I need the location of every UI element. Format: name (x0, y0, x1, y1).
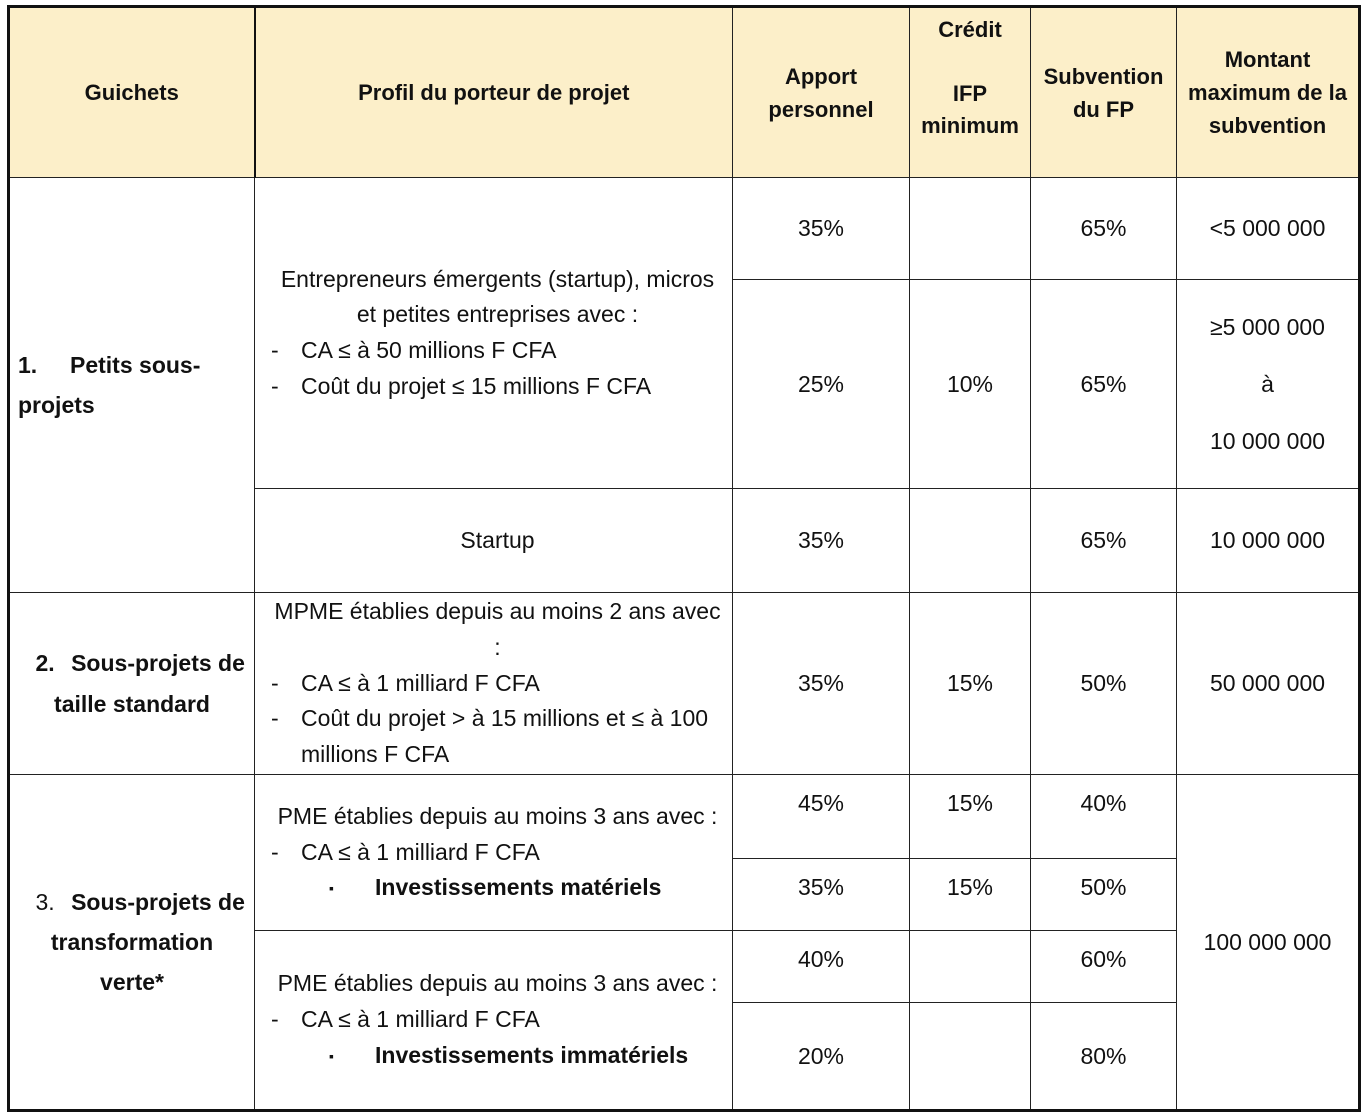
g1-r2-subvention: 65% (1031, 280, 1177, 489)
profil-g3b-b1: CA ≤ à 1 milliard F CFA (301, 1006, 540, 1032)
profil-g3a-intro: PME établies depuis au moins 3 ans avec : (277, 802, 718, 829)
profil-g3b-intro: PME établies depuis au moins 3 ans avec : (277, 970, 718, 997)
profil-g2-b2: Coût du projet > à 15 millions et ≤ à 100 millions F CFA (301, 705, 709, 767)
g1-r3-montant: 10 000 000 (1177, 489, 1360, 593)
g3b-r2-apport: 20% (733, 1003, 910, 1111)
g3a-r2-credit: 15% (910, 859, 1031, 931)
g3a-r1-subvention: 40% (1031, 775, 1177, 859)
g1-r2-montant-sep: à (1261, 370, 1274, 397)
g1-r1-subvention: 65% (1031, 178, 1177, 280)
g3a-r1-credit: 15% (910, 775, 1031, 859)
profil-g2-b1: CA ≤ à 1 milliard F CFA (301, 669, 540, 696)
g1-r2-montant (1177, 280, 1360, 489)
g1-r2-credit: 10% (910, 280, 1031, 489)
table-row (9, 775, 1360, 859)
profil-g3b-sq: Investissements immatériels (375, 1041, 689, 1068)
header-credit (910, 7, 1031, 178)
g1-r1-apport: 35% (733, 178, 910, 280)
table-row (9, 593, 1360, 775)
profil-g3b-square-item (271, 1038, 724, 1074)
g2-credit: 15% (910, 593, 1031, 775)
guichet-1-number: 1. (18, 351, 38, 378)
g1-r2-montant-max: 10 000 000 (1209, 427, 1326, 454)
header-apport: Apport personnel (733, 7, 910, 178)
profil-g3a-sq: Investissements matériels (375, 874, 662, 901)
g1-r2-apport: 25% (733, 280, 910, 489)
profil-g1-startup: Startup (255, 489, 733, 593)
guichet-2 (9, 593, 255, 775)
profil-g2 (255, 593, 733, 775)
guichet-2-number: 2. (35, 650, 55, 677)
header-row (9, 7, 1360, 178)
g1-r3-apport: 35% (733, 489, 910, 593)
g3b-r1-credit (910, 931, 1031, 1003)
profil-g3a-b1: CA ≤ à 1 milliard F CFA (301, 838, 540, 865)
dash: - (271, 1006, 279, 1032)
table-row (9, 178, 1360, 280)
dash: - (271, 669, 279, 696)
profil-g1-b1: CA ≤ à 50 millions F CFA (301, 337, 557, 363)
profil-g3b-bullet-1 (271, 1002, 724, 1038)
g3a-r1-apport: 45% (733, 775, 910, 859)
header-credit-line2: IFP (952, 80, 988, 106)
dash: - (271, 705, 279, 732)
g3-montant: 100 000 000 (1177, 775, 1360, 1111)
header-subvention: Subvention du FP (1031, 7, 1177, 178)
header-profil: Profil du porteur de projet (255, 7, 733, 178)
profil-g3a-square-item (271, 870, 724, 906)
profil-g1-bullet-1 (271, 333, 724, 369)
g1-r3-credit (910, 489, 1031, 593)
guichet-3-number: 3. (35, 888, 55, 915)
guichet-1-label: Petits sous-projets (18, 351, 201, 418)
g3a-r2-apport: 35% (733, 859, 910, 931)
guichet-2-label: Sous-projets de taille standard (54, 650, 245, 717)
profil-g2-intro: MPME établies depuis au moins 2 ans avec : (274, 598, 721, 661)
square-bullet-icon: ▪ (329, 880, 334, 897)
profil-g1-b2: Coût du projet ≤ 15 millions F CFA (301, 372, 652, 399)
g3b-r2-credit (910, 1003, 1031, 1111)
g2-montant: 50 000 000 (1177, 593, 1360, 775)
g3a-r2-subvention: 50% (1031, 859, 1177, 931)
profil-g2-bullet-1 (271, 666, 724, 702)
g1-r3-subvention: 65% (1031, 489, 1177, 593)
dash: - (271, 838, 279, 865)
profil-g2-bullet-2 (271, 701, 724, 772)
header-guichets: Guichets (9, 7, 255, 178)
g3b-r2-subvention: 80% (1031, 1003, 1177, 1111)
g1-r1-credit (910, 178, 1031, 280)
guichet-3 (9, 775, 255, 1111)
header-montant: Montant maximum de la subvention (1177, 7, 1360, 178)
dash: - (271, 337, 279, 363)
profil-g1-bullet-2 (271, 369, 724, 405)
g2-subvention: 50% (1031, 593, 1177, 775)
square-bullet-icon: ▪ (329, 1047, 334, 1064)
guichet-1 (9, 178, 255, 593)
profil-g1 (255, 178, 733, 489)
dash: - (271, 372, 279, 399)
header-credit-line3: minimum (921, 112, 1019, 138)
profil-g3a-bullet-1 (271, 835, 724, 871)
g1-r2-montant-min: ≥5 000 000 (1210, 313, 1325, 340)
guichet-3-label: Sous-projets de transformation verte* (50, 888, 245, 996)
profil-g1-intro: Entrepreneurs émergents (startup), micros et petites entreprises avec : (280, 265, 715, 328)
g3b-r1-subvention: 60% (1031, 931, 1177, 1003)
g2-apport: 35% (733, 593, 910, 775)
g3b-r1-apport: 40% (733, 931, 910, 1003)
header-credit-line1: Crédit (938, 17, 1002, 42)
profil-g3b (255, 931, 733, 1111)
subsidy-table (7, 5, 1361, 1112)
g1-r1-montant: <5 000 000 (1177, 178, 1360, 280)
profil-g3a (255, 775, 733, 931)
